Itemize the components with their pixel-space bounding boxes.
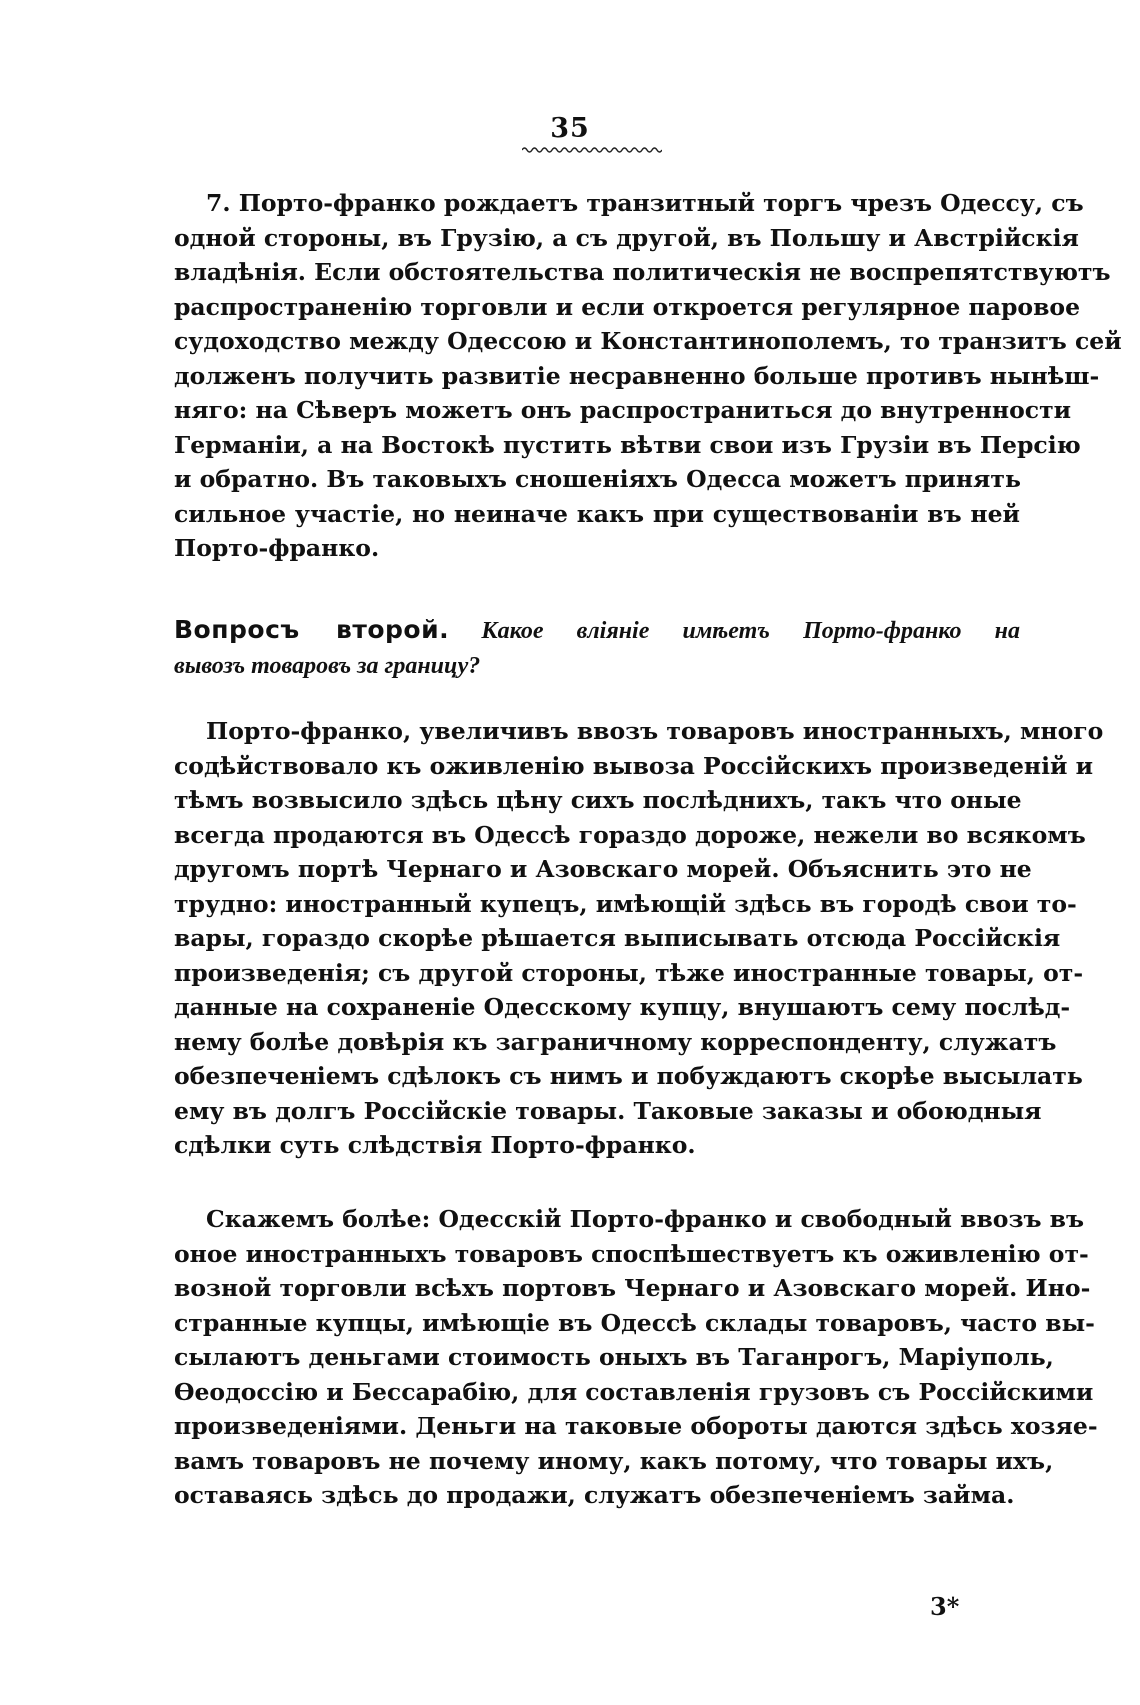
heading-label: Вопросъ второй.	[174, 615, 450, 644]
text-line: произведеніями. Деньги на таковые обороты даются здѣсь хозяе-	[174, 1412, 1098, 1440]
text-line: возной торговли всѣхъ портовъ Чернаго и Азовскаго морей. Ино-	[174, 1274, 1091, 1302]
text-line: тѣмъ возвысило здѣсь цѣну сихъ послѣднихъ, такъ что оные	[174, 786, 1022, 814]
text-line: 7. Порто-франко рождаетъ транзитный торгъ чрезъ Одессу, съ	[206, 189, 1084, 217]
signature-mark: 3*	[930, 1592, 960, 1621]
text-line: оставаясь здѣсь до продажи, служатъ обезпеченіемъ займа.	[174, 1481, 1015, 1509]
text-line: вары, гораздо скорѣе рѣшается выписывать отсюда Россійскія	[174, 924, 1061, 952]
text-line: нему болѣе довѣрія къ заграничному корреспонденту, служатъ	[174, 1027, 1057, 1056]
text-line: другомъ портѣ Чернаго и Азовскаго морей. Объяснить это не	[174, 855, 1032, 883]
text-line: сильное участіе, но неиначе какъ при существованіи въ ней	[174, 499, 1020, 528]
heading-line-2	[174, 648, 1020, 684]
text-line: Ѳеодоссію и Бессарабію, для составленія грузовъ съ Россійскими	[174, 1377, 1094, 1406]
text-line: Порто-франко, увеличивъ ввозъ товаровъ иностранныхъ, много	[206, 717, 1104, 745]
paragraph-export-influence	[174, 714, 1104, 1163]
text-line: сдѣлки суть слѣдствія Порто-франко.	[174, 1131, 696, 1159]
paragraph-transit-trade	[174, 186, 1122, 566]
text-line: вамъ товаровъ не почему иному, какъ потому, что товары ихъ,	[174, 1446, 1054, 1475]
text-line: распространенію торговли и если откроется регулярное паровое	[174, 292, 1081, 321]
paragraph-coastal-trade	[174, 1202, 1098, 1513]
text-line: судоходство между Одессою и Константинополемъ, то транзитъ сей	[174, 327, 1122, 355]
text-line: и обратно. Въ таковыхъ сношеніяхъ Одесса можетъ принять	[174, 465, 1021, 493]
text-line: одной стороны, въ Грузію, а съ другой, въ Польшу и Австрійскія	[174, 223, 1079, 252]
text-line: содѣйствовало къ оживленію вывоза Россійскихъ произведеній и	[174, 751, 1094, 780]
text-line: владѣнія. Если обстоятельства политическія не воспрепятствуютъ	[174, 258, 1111, 286]
text-line: сылаютъ деньгами стоимость оныхъ въ Таганрогъ, Маріуполь,	[174, 1343, 1054, 1371]
wavy-rule	[522, 145, 662, 155]
heading-question-continued: вывозъ товаровъ за границу?	[174, 653, 481, 679]
heading-line-1	[174, 612, 1020, 648]
section-heading	[174, 612, 1020, 684]
text-line: произведенія; съ другой стороны, тѣже иностранные товары, от-	[174, 958, 1084, 987]
text-line: данные на сохраненіе Одесскому купцу, внушаютъ сему послѣд-	[174, 993, 1071, 1021]
text-line: Германіи, а на Востокѣ пустить вѣтви свои изъ Грузіи въ Персію	[174, 430, 1081, 459]
text-line: няго: на Сѣверъ можетъ онъ распространиться до внутренности	[174, 396, 1072, 424]
page-number: 35	[550, 113, 590, 144]
text-line: всегда продаются въ Одессѣ гораздо дороже, нежели во всякомъ	[174, 820, 1086, 849]
text-line: ему въ долгъ Россійскіе товары. Таковые заказы и обоюдныя	[174, 1096, 1042, 1125]
text-line: долженъ получить развитіе несравненно больше противъ нынѣш-	[174, 361, 1100, 390]
heading-question: Какое вліяніе имѣетъ Порто-франко на	[481, 618, 1020, 644]
text-line: оное иностранныхъ товаровъ споспѣшествуетъ къ оживленію от-	[174, 1239, 1089, 1268]
text-line: странные купцы, имѣющіе въ Одессѣ склады товаровъ, часто вы-	[174, 1308, 1095, 1337]
text-line: обезпеченіемъ сдѣлокъ съ нимъ и побуждаютъ скорѣе высылать	[174, 1062, 1083, 1090]
text-line: трудно: иностранный купецъ, имѣющій здѣсь въ городѣ свои то-	[174, 889, 1077, 918]
text-line: Скажемъ болѣе: Одесскій Порто-франко и свободный ввозъ въ	[206, 1205, 1085, 1233]
text-line: Порто-франко.	[174, 534, 380, 562]
